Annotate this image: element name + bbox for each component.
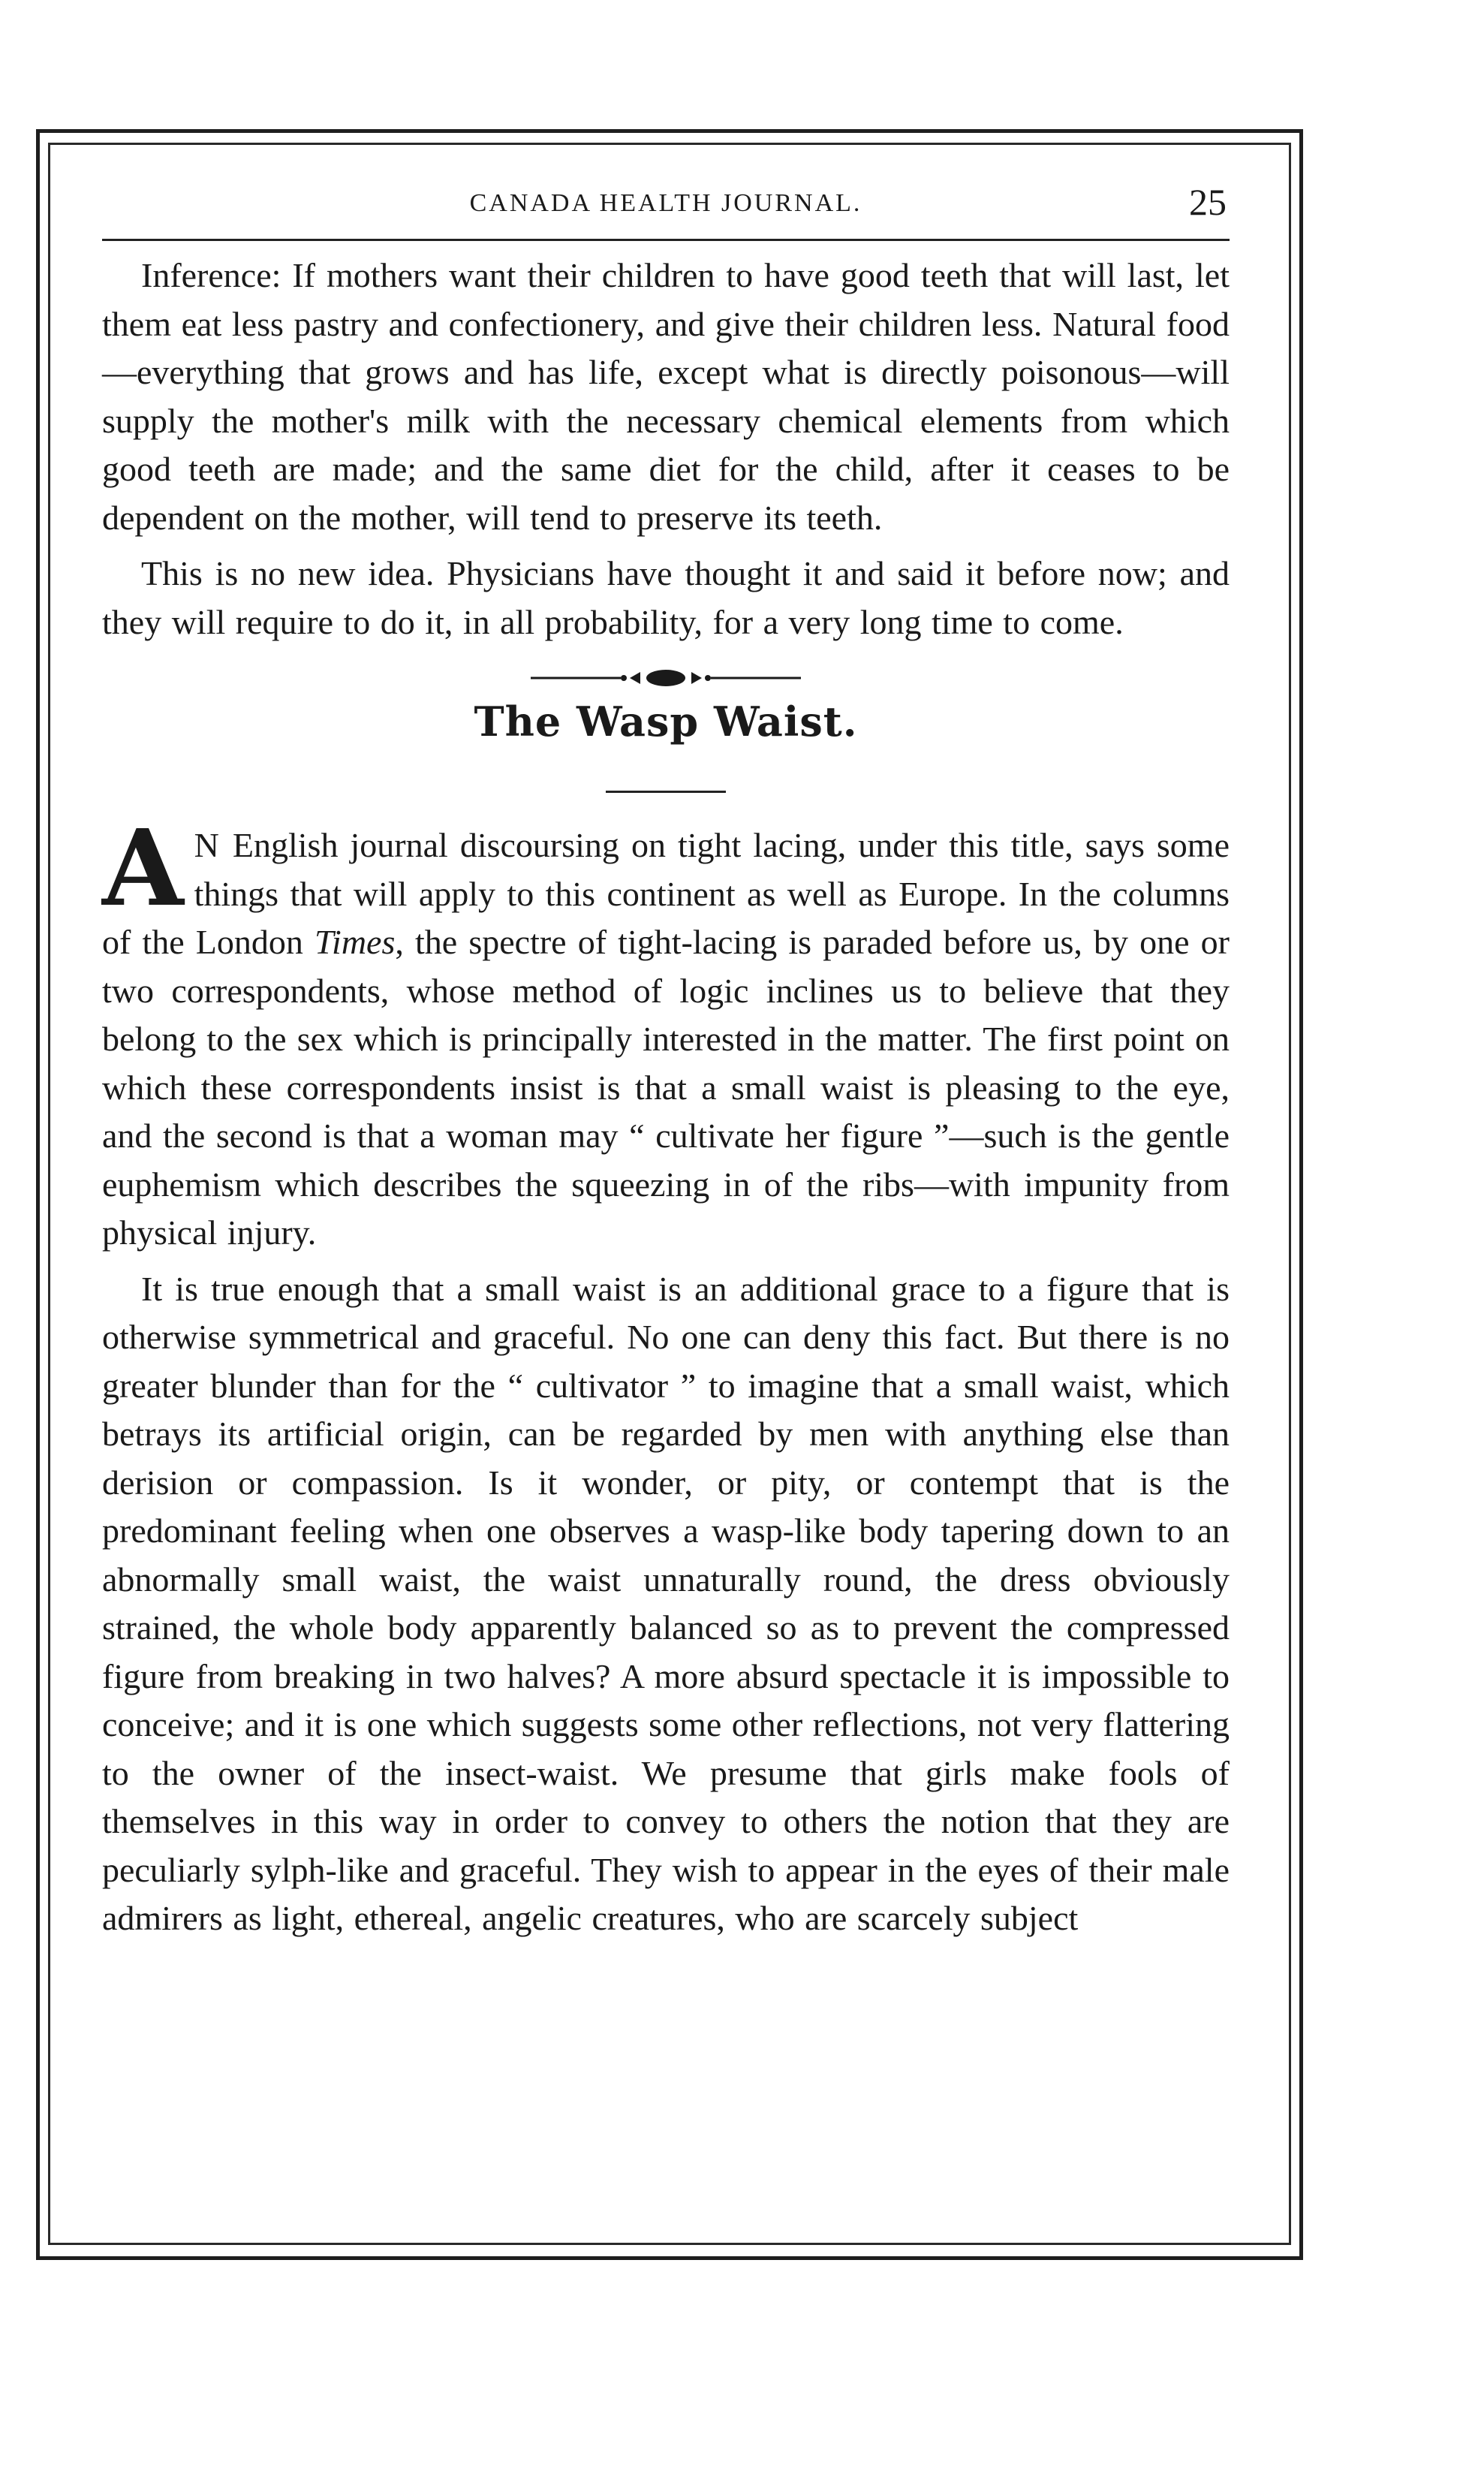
article-text-part-1: English journal discoursing on tight lacing, under this title, says some things that will apply to this continent as well as Europe. In the columns of the London [102,826,1230,961]
running-head [102,180,1230,239]
section-ornament [102,667,1230,689]
article-title: The Wasp Waist. [474,698,858,746]
journal-title: CANADA HEALTH JOURNAL. [469,189,862,217]
title-rule [606,791,726,793]
ornament-divider-icon [531,667,801,689]
article-paragraph-1 [102,807,1230,1258]
article-paragraph-2: It is true enough that a small waist is an additional grace to a figure that is otherwise symmetrical and graceful. No one can deny this fact. But there is no greater blunder than for the “ cultivator ” to imagine that a small waist, which betrays its artificial origin, can be regarded by men with anything else than derision or compassion. Is it wonder, or pity, or contempt that is the predominant feeling when one observes a wasp-like body tapering down to an abnormally small waist, the waist unnaturally round, the dress obviously strained, the whole body apparently balanced so as to prevent the compressed figure from breaking in two halves? A more absurd spectacle it is impossible to conceive; and it is one which suggests some other reflections, not very flattering to the owner of the insect-waist. We presume that girls make fools of themselves in this way in order to convey to others the notion that they are peculiarly sylph-like and graceful. They wish to appear in the eyes of their male admirers as light, ethereal, angelic creatures, who are scarcely subject [102,1269,1230,1937]
intro-paragraph-1: Inference: If mothers want their children to have good teeth that will last, let them eat less pastry and confectionery, and give their children less. Natural food—everything that grows and has life, except what is directly poisonous—will supply the mother's milk with the necessary chemical elements from which good teeth are made; and the same diet for the child, after it ceases to be dependent on the mother, will tend to preserve its teeth. [102,256,1230,537]
article-text-part-2: , the spectre of tight-lacing is paraded before us, by one or two correspondents, whose method of logic inclines us to believe that they belong to the sex which is principally interested in the matter. The first point on which these correspondents insist is that a small waist is pleasing to the eye, and the second is that a woman may “ cultivate her figure ”—such is the gentle euphemism which describes the squeezing in of the ribs—with impunity from physical injury. [102,923,1230,1252]
intro-paragraph-2: This is no new idea. Physicians have thought it and said it before now; and they will require to do it, in all probability, for a very long time to come. [102,554,1230,641]
times-italic: Times [315,923,396,961]
page-number: 25 [1189,181,1227,223]
page-content [102,180,1230,1943]
lead-letter: N [194,826,221,864]
header-rule [102,239,1230,241]
drop-cap: A [102,807,184,930]
